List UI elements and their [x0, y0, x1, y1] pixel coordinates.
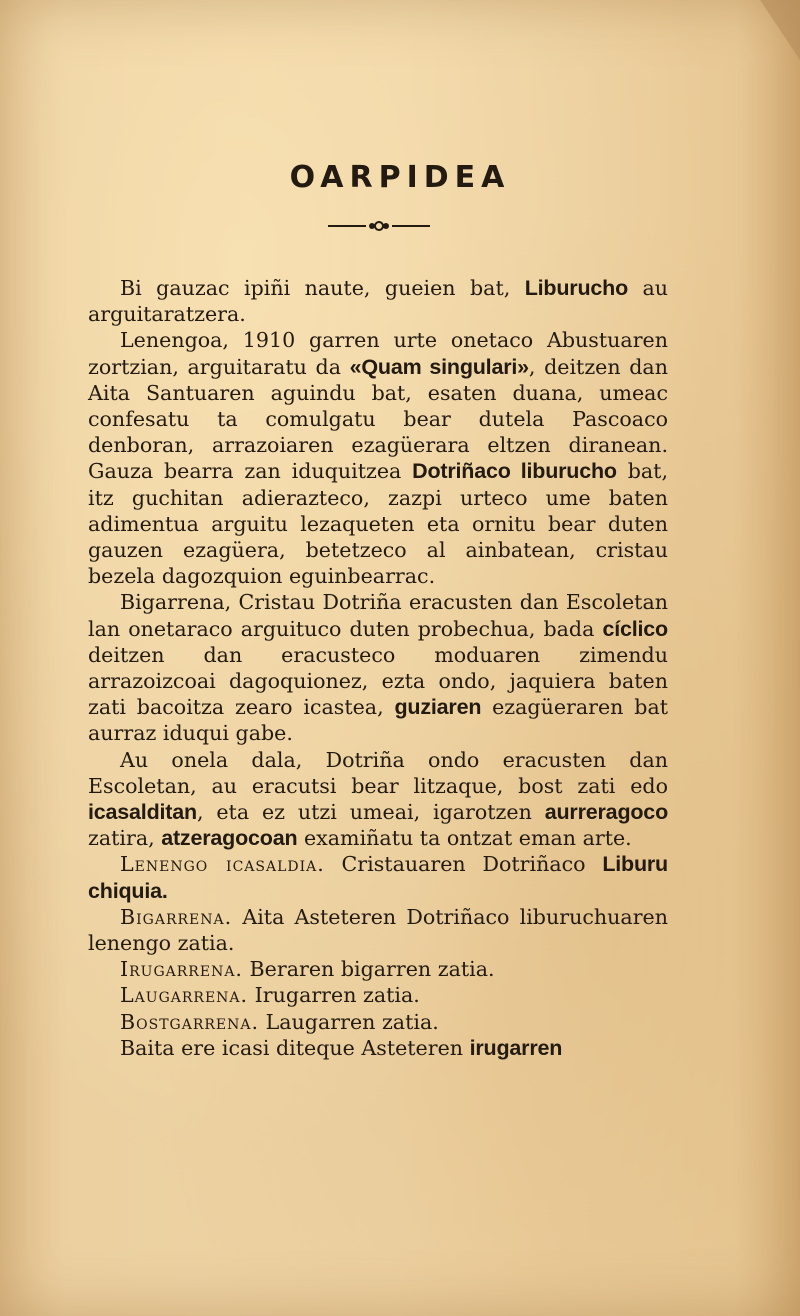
- bold-term: Liburucho: [524, 276, 629, 300]
- lesson-text: Aita Asteteren Dotriñaco liburuchuaren lenengo zatia.: [88, 904, 668, 956]
- lesson-item-2: [88, 904, 668, 956]
- title-ornament: [328, 218, 430, 234]
- text-segment: au arguitaratzera.: [88, 276, 668, 327]
- bold-term: aurreragoco: [544, 800, 668, 825]
- lesson-item-3: [88, 956, 668, 982]
- bold-term: icasalditan: [88, 800, 197, 825]
- lesson-item-5: [88, 1009, 668, 1035]
- lesson-text: Beraren bigarren zatia.: [242, 957, 495, 982]
- paragraph-2: [88, 327, 668, 589]
- closing-line: [88, 1035, 668, 1061]
- bold-term: Liburu chiquia.: [88, 852, 668, 903]
- paragraph-1: [88, 275, 668, 327]
- text-segment: Lenengoa, 1910 garren urte onetaco Abustuaren zortzian, arguitaratu da: [88, 328, 668, 379]
- page-title: OARPIDEA: [289, 160, 511, 195]
- bold-term: «Quam singulari»: [349, 354, 529, 379]
- bold-term: cíclico: [602, 616, 668, 641]
- text-segment: , deitzen dan Aita Santuaren aguindu bat, esaten duana, umeac confesatu ta comulgatu bear dutela Pascoaco denboran, arrazoiaren ezagüerara eltzen diranean. Gauza bearra zan iduquitzea: [88, 354, 668, 484]
- lesson-label: Bostgarrena.: [120, 1009, 260, 1034]
- lesson-text: Cristauaren Dotriñaco: [324, 852, 603, 877]
- text-segment: zatira,: [88, 826, 162, 851]
- text-segment: deitzen dan eracusteco moduaren zimendu arrazoizcoai dagoquionez, ezta ondo, jaquiera baten zati bacoitza zearo icastea,: [88, 642, 668, 720]
- text-segment: Baita ere icasi diteque Asteteren: [120, 1035, 470, 1060]
- lesson-text: Irugarren zatia.: [248, 983, 420, 1008]
- text-segment: bat, itz guchitan adierazteco, zazpi urteco ume baten adimentua arguitu lezaqueten eta ornitu bear duten gauzen ezagüera, betetzeco al ainbatean, cristau bezela dagozquion eguinbearrac.: [88, 459, 668, 589]
- text-segment: ezagüeraren bat aurraz iduqui gabe.: [88, 695, 668, 746]
- lesson-text: Laugarren zatia.: [259, 1009, 439, 1034]
- paragraph-3: [88, 589, 668, 746]
- lesson-item-4: [88, 982, 668, 1008]
- bold-term: guziaren: [394, 695, 482, 720]
- bold-term: Dotriñaco liburucho: [412, 459, 617, 484]
- text-segment: Bi gauzac ipiñi naute, gueien bat,: [120, 276, 525, 300]
- text-segment: Bigarrena, Cristau Dotriña eracusten dan Escoletan lan onetaraco arguituco duten probechua, bada: [88, 590, 668, 641]
- paragraph-4: [88, 747, 668, 852]
- body-text: [88, 275, 668, 1061]
- lesson-label: Irugarrena.: [120, 957, 243, 982]
- lesson-label: Bigarrena.: [120, 904, 233, 929]
- lesson-label: Lenengo icasaldia.: [120, 852, 325, 877]
- text-segment: , eta ez utzi umeai, igarotzen: [196, 800, 545, 825]
- bold-term: irugarren: [469, 1035, 563, 1060]
- text-segment: examiñatu ta ontzat eman arte.: [297, 826, 632, 851]
- text-segment: Au onela dala, Dotriña ondo eracusten dan Escoletan, au eracutsi bear litzaque, bost zati edo: [88, 747, 668, 798]
- lesson-item-1: [88, 851, 668, 903]
- lesson-label: Laugarrena.: [120, 983, 249, 1008]
- bold-term: atzeragocoan: [161, 826, 298, 851]
- page-corner-fold: [760, 0, 800, 60]
